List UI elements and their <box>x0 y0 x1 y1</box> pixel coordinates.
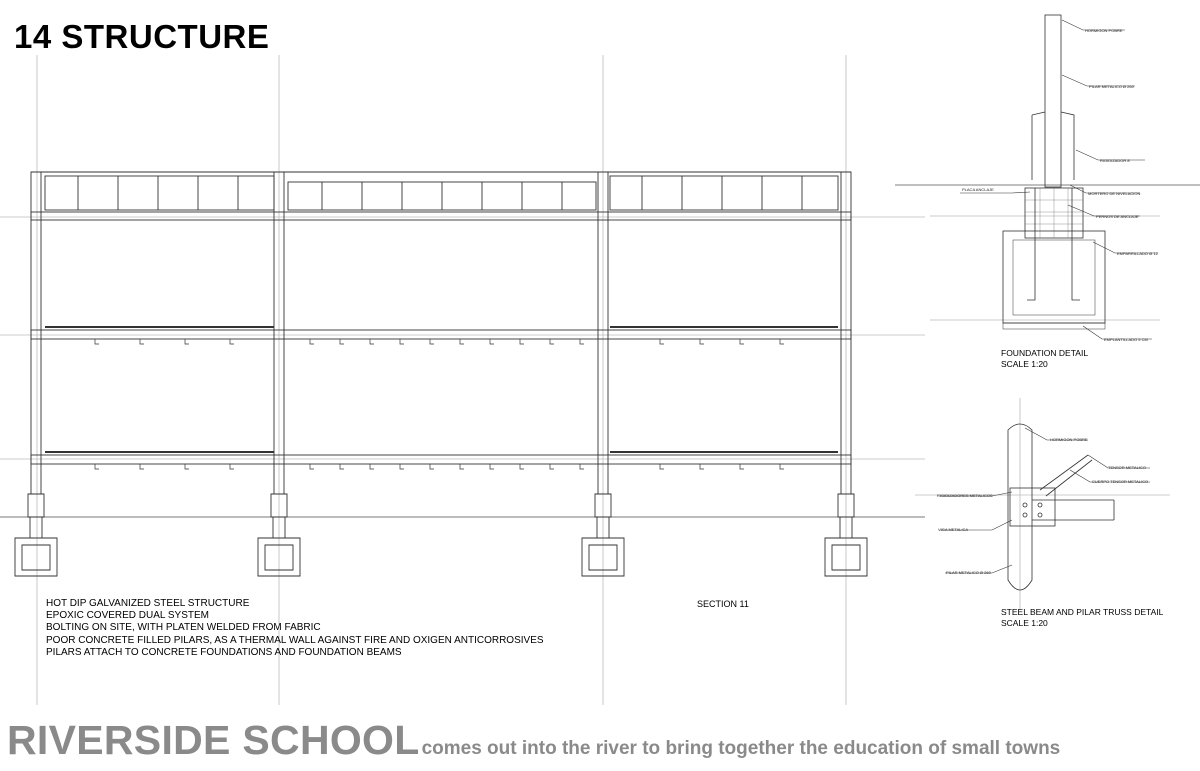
callout-hormigon-pobre: HORMIGON POBRE <box>1085 28 1123 33</box>
section-elevation <box>15 172 867 576</box>
callout-hormigon-pobre-truss: HORMIGON POBRE <box>1050 437 1088 442</box>
callout-cuerpo-tensor: CUERPO TENSOR METALICO <box>1092 479 1149 484</box>
note-line: EPOXIC COVERED DUAL SYSTEM <box>46 610 209 622</box>
note-line: PILARS ATTACH TO CONCRETE FOUNDATIONS AND FOUNDATION BEAMS <box>46 646 402 658</box>
truss-callout-labels <box>937 437 1148 575</box>
callout-rigidizador: RIGIDIZADOR 8 <box>1100 158 1130 163</box>
foundation-detail <box>895 15 1200 329</box>
section-label: SECTION 11 <box>697 599 749 609</box>
callout-pernos: PERNOS DE ANCLAJE <box>1096 214 1139 219</box>
callout-pilar-metalico: PILAR METALICO Ø 260 <box>1089 84 1134 89</box>
foundation-detail-scale: SCALE 1:20 <box>1001 358 1048 369</box>
truss-detail <box>915 398 1170 610</box>
foundations <box>15 494 867 576</box>
callout-pilar-truss: PILAR METALICO Ø 260 <box>946 570 991 575</box>
tagline: comes out into the river to bring together the education of small towns <box>421 738 1061 759</box>
roof-clerestory <box>31 172 851 220</box>
callout-emplantillado: EMPLANTILLADO 5 CM <box>1104 337 1148 342</box>
note-line: POOR CONCRETE FILLED PILARS, AS A THERMAL WALL AGAINST FIRE AND OXIGEN ANTICORROSIVES <box>46 634 544 646</box>
foundation-callouts <box>960 20 1158 339</box>
structure-notes <box>46 598 544 659</box>
foundation-detail-title: FOUNDATION DETAIL <box>1001 348 1089 358</box>
truss-detail-title: STEEL BEAM AND PILAR TRUSS DETAIL <box>1001 607 1164 617</box>
page-title: 14 STRUCTURE <box>14 18 270 55</box>
note-line: HOT DIP GALVANIZED STEEL STRUCTURE <box>46 598 250 609</box>
slab-hangers <box>95 339 784 469</box>
truss-detail-scale: SCALE 1:20 <box>1001 617 1048 628</box>
callout-tensor: TENSOR METALICO <box>1108 465 1146 470</box>
callout-rigidizadores: RIGIDIZADORES METALICOS <box>937 493 993 498</box>
callout-emparrillado: EMPARRILLADO Ø 12 <box>1117 251 1158 256</box>
foundation-detail-caption <box>1001 348 1088 369</box>
floor-slab-lower <box>31 452 851 464</box>
footer <box>7 717 1060 764</box>
floor-slab-upper <box>31 327 851 339</box>
callout-viga: VIGA METALICA <box>938 527 969 532</box>
truss-callouts <box>940 428 1150 573</box>
truss-detail-caption <box>1001 607 1163 628</box>
note-line: BOLTING ON SITE, WITH PLATEN WELDED FROM FABRIC <box>46 622 321 634</box>
school-name: RIVERSIDE SCHOOL <box>7 717 420 763</box>
callout-placa-anclaje: PLACA ANCLAJE <box>962 187 994 192</box>
callout-mortero: MORTERO DE NIVELACION <box>1088 191 1141 196</box>
